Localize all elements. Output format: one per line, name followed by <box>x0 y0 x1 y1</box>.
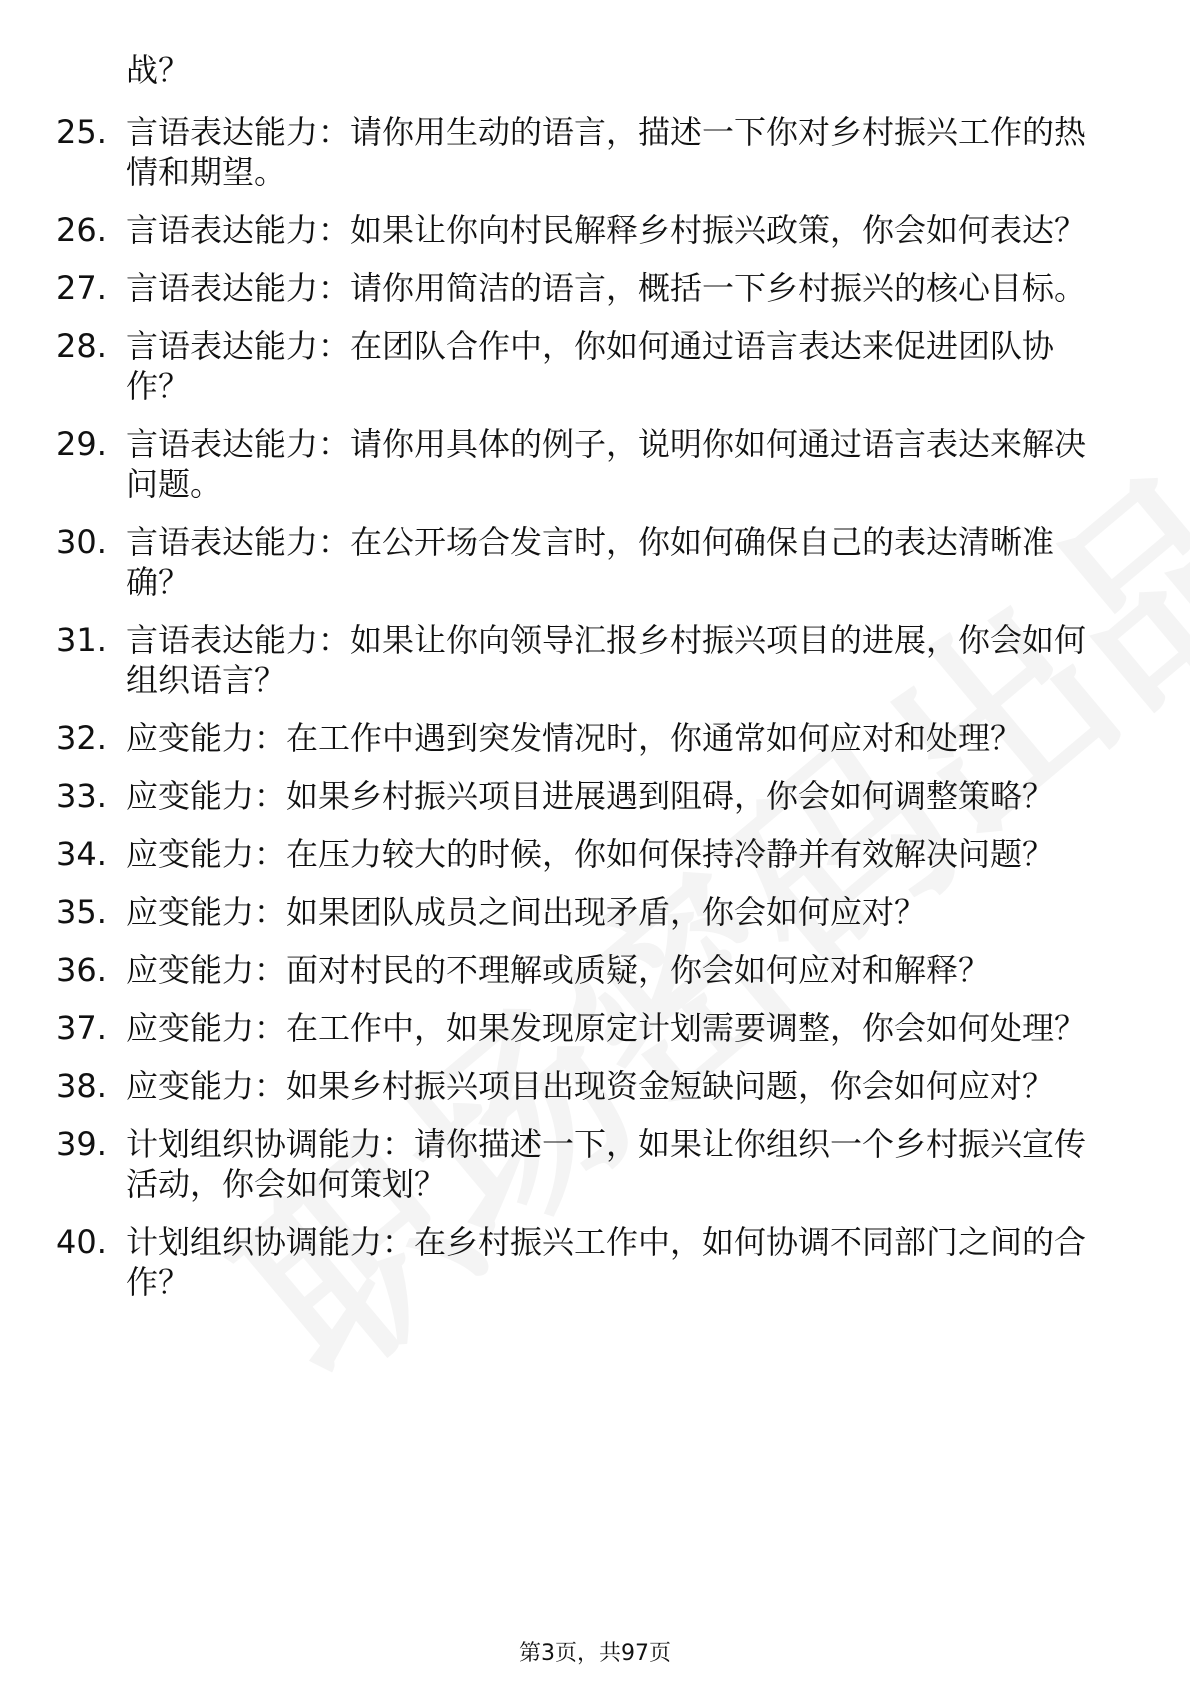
question-text: 言语表达能力：请你用具体的例子，说明你如何通过语言表达来解决问题。 <box>126 425 1087 503</box>
question-number: 39. <box>56 1125 107 1163</box>
question-item <box>0 718 1116 758</box>
question-number: 25. <box>56 113 107 151</box>
question-number: 29. <box>56 425 107 463</box>
question-number: 32. <box>56 719 107 757</box>
question-item <box>0 424 1116 504</box>
question-text: 言语表达能力：在公开场合发言时，你如何确保自己的表达清晰准确？ <box>126 523 1055 601</box>
question-text: 言语表达能力：在团队合作中，你如何通过语言表达来促进团队协作？ <box>126 327 1055 405</box>
question-item <box>0 1222 1116 1302</box>
question-text: 言语表达能力：请你用生动的语言，描述一下你对乡村振兴工作的热情和期望。 <box>126 113 1087 191</box>
question-number: 33. <box>56 777 107 815</box>
question-item <box>0 112 1116 192</box>
question-text: 计划组织协调能力：在乡村振兴工作中，如何协调不同部门之间的合作？ <box>126 1223 1087 1301</box>
question-item <box>0 268 1116 308</box>
page-footer: 第3页，共97页 <box>519 1641 671 1666</box>
question-number: 35. <box>56 893 107 931</box>
question-item <box>0 834 1116 874</box>
question-text: 计划组织协调能力：请你描述一下，如果让你组织一个乡村振兴宣传活动，你会如何策划？ <box>126 1125 1087 1203</box>
question-number: 28. <box>56 327 107 365</box>
question-text: 言语表达能力：如果让你向领导汇报乡村振兴项目的进展，你会如何组织语言？ <box>126 621 1087 699</box>
question-item <box>0 620 1116 700</box>
question-item <box>0 950 1116 990</box>
question-number: 27. <box>56 269 107 307</box>
question-item <box>0 1124 1116 1204</box>
question-number: 30. <box>56 523 107 561</box>
question-number: 37. <box>56 1009 107 1047</box>
question-number: 38. <box>56 1067 107 1105</box>
question-item <box>0 892 1116 932</box>
question-text: 应变能力：如果团队成员之间出现矛盾，你会如何应对？ <box>126 893 927 931</box>
question-text: 应变能力：面对村民的不理解或质疑，你会如何应对和解释？ <box>126 951 991 989</box>
question-text: 言语表达能力：如果让你向村民解释乡村振兴政策，你会如何表达？ <box>126 211 1087 249</box>
question-list <box>0 112 1190 1320</box>
question-text: 应变能力：在压力较大的时候，你如何保持冷静并有效解决问题？ <box>126 835 1055 873</box>
question-number: 31. <box>56 621 107 659</box>
question-item <box>0 326 1116 406</box>
question-text: 应变能力：如果乡村振兴项目出现资金短缺问题，你会如何应对？ <box>126 1067 1055 1105</box>
question-text: 应变能力：在工作中，如果发现原定计划需要调整，你会如何处理？ <box>126 1009 1087 1047</box>
question-item <box>0 210 1116 250</box>
question-number: 34. <box>56 835 107 873</box>
question-number: 26. <box>56 211 107 249</box>
question-number: 40. <box>56 1223 107 1261</box>
question-item <box>0 1008 1116 1048</box>
question-text: 言语表达能力：请你用简洁的语言，概括一下乡村振兴的核心目标。 <box>126 269 1087 307</box>
question-number: 36. <box>56 951 107 989</box>
continuation-text: 战？ <box>126 51 191 89</box>
question-text: 应变能力：在工作中遇到突发情况时，你通常如何应对和处理？ <box>126 719 1023 757</box>
question-text: 应变能力：如果乡村振兴项目进展遇到阻碍，你会如何调整策略？ <box>126 777 1055 815</box>
question-item <box>0 1066 1116 1106</box>
question-item <box>0 522 1116 602</box>
question-item <box>0 776 1116 816</box>
